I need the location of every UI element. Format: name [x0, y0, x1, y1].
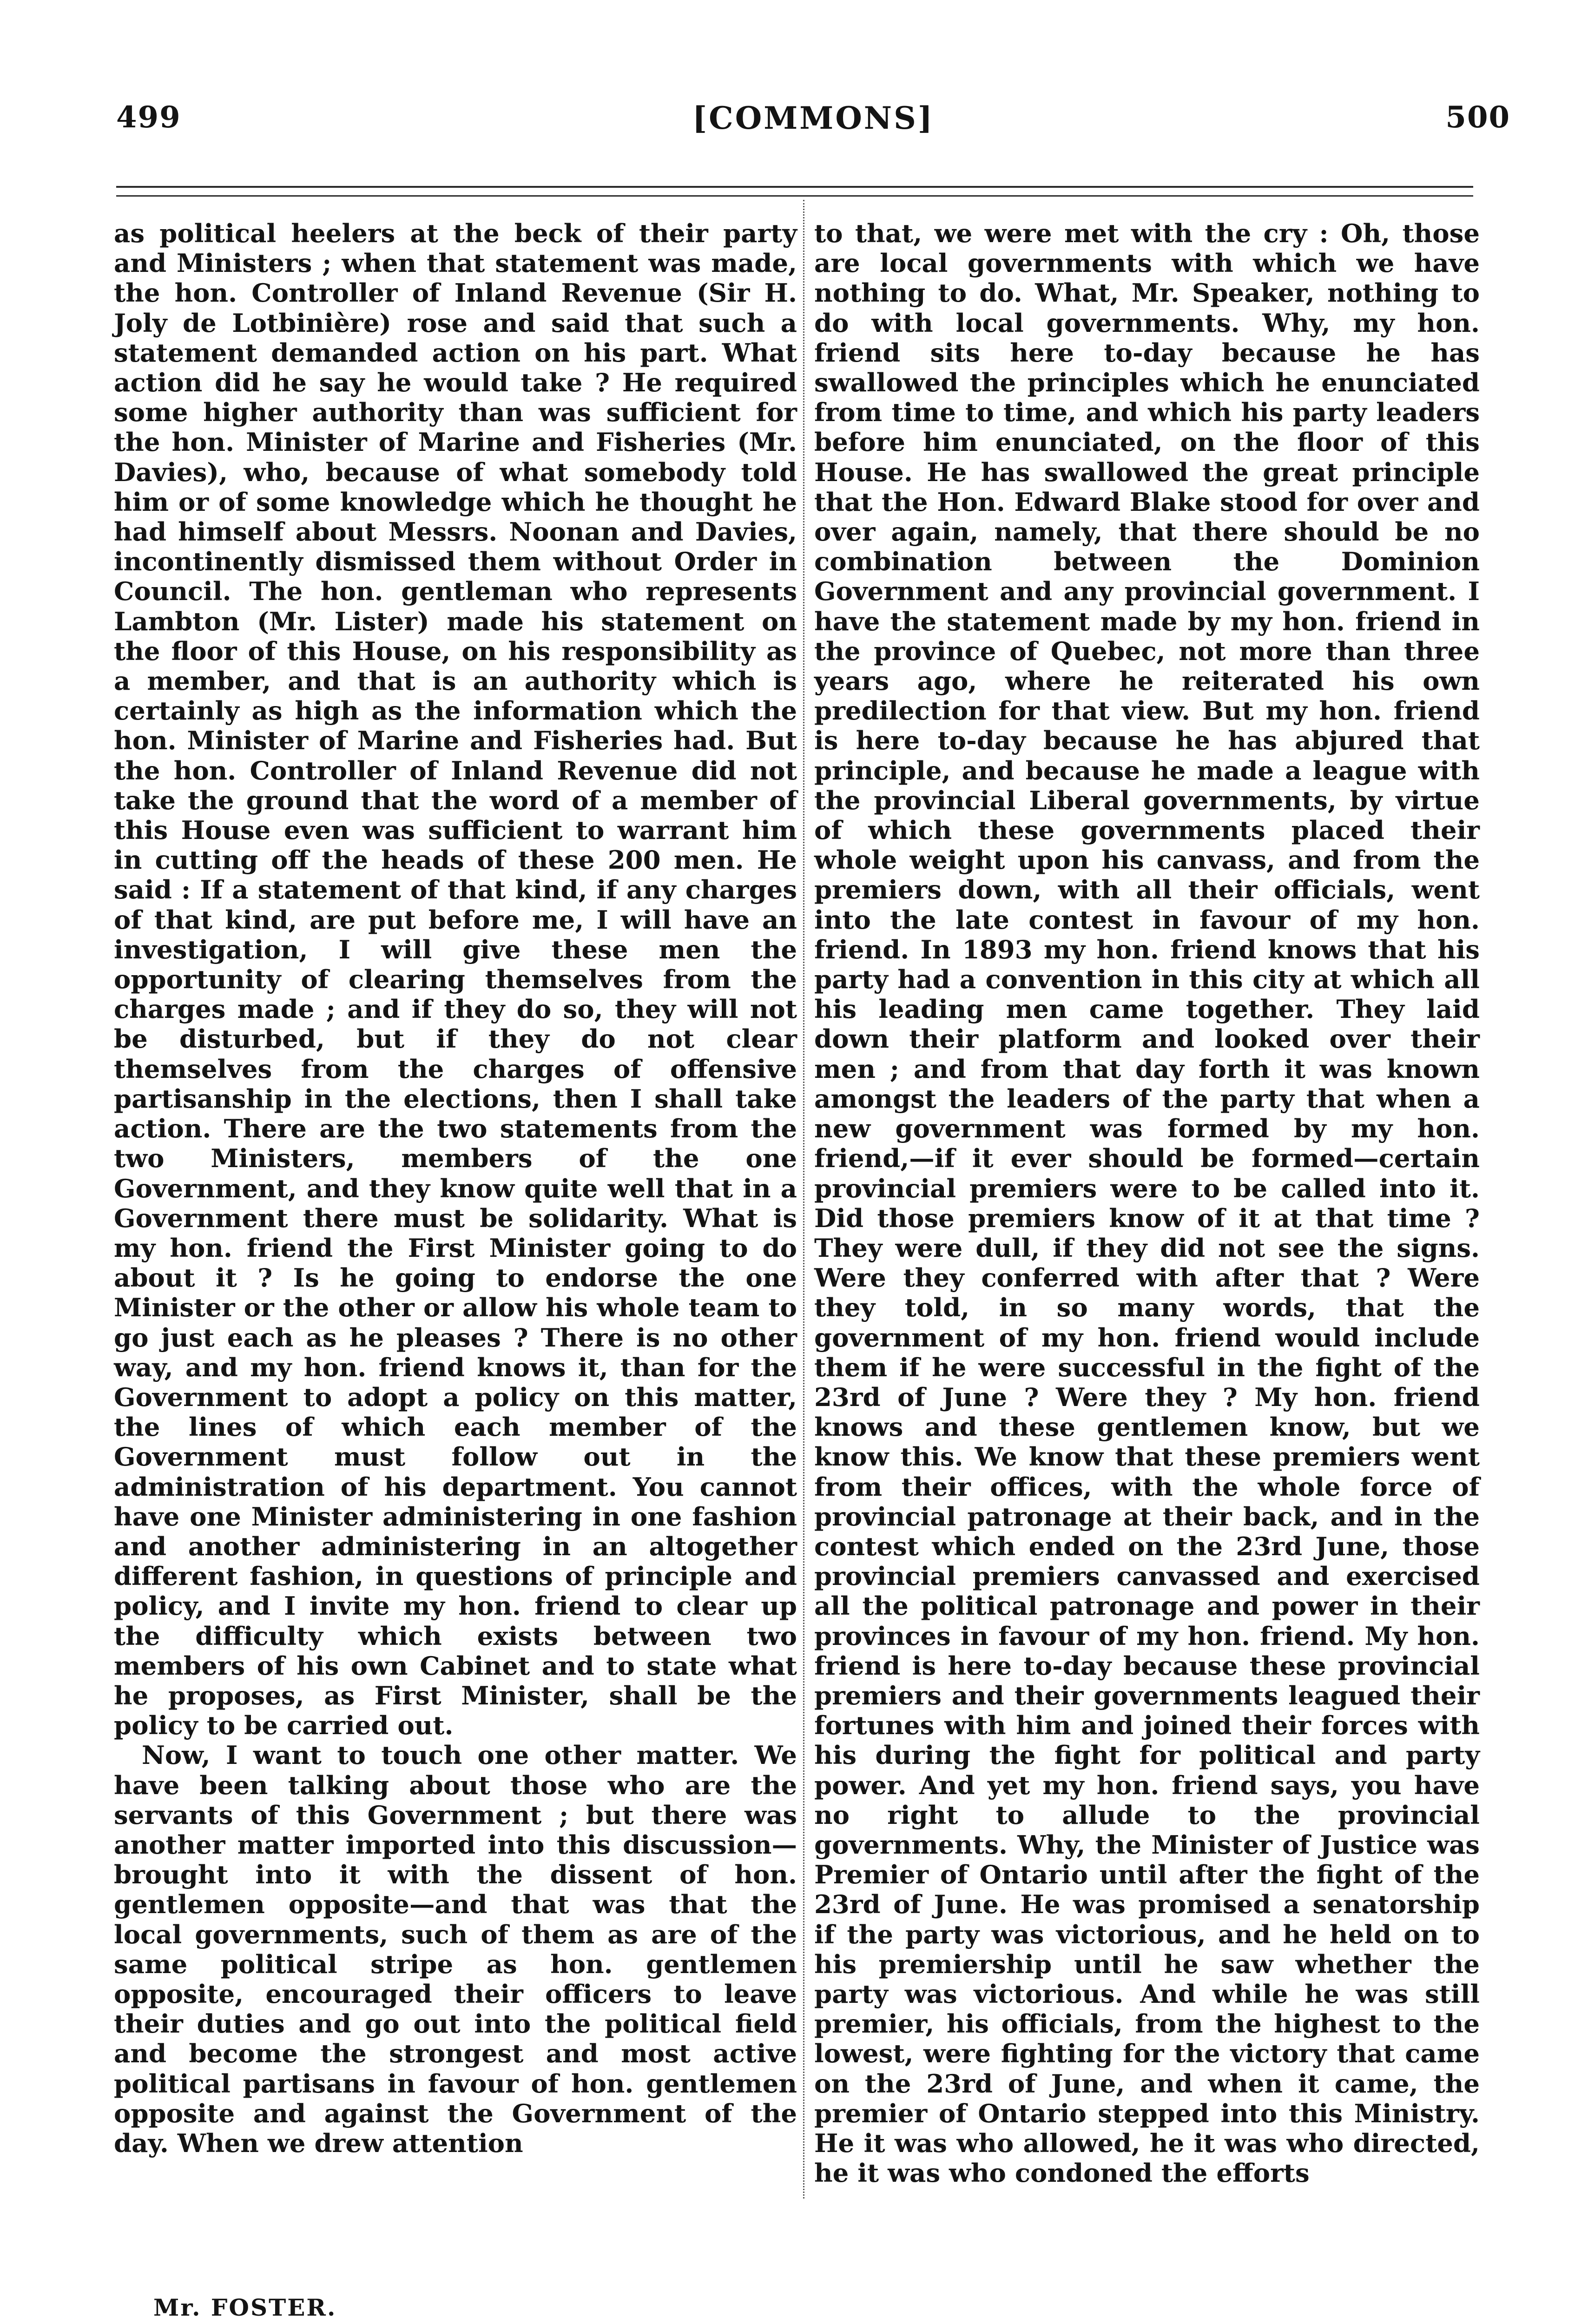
left-paragraph-2: Now, I want to touch one other matter. We have been talking about those who are the servants of this Government ; but there was another matter imported into this discussion—brought into it with the dissent of hon. gentlemen opposite—and that was that the local governments, such of them as are of the same political stripe as hon. gentlemen opposite, encouraged their officers to leave their duties and go out into the political field and become the strongest and most active political partisans in favour of hon. gentlemen opposite and against the Government of the day. When we drew attention	[114, 1740, 797, 2158]
header-rule-bottom	[116, 195, 1473, 197]
page-header	[116, 100, 1510, 151]
page-number-right: 500	[1445, 100, 1510, 135]
page-number-left: 499	[116, 100, 181, 135]
speaker-footer: Mr. FOSTER.	[153, 2294, 337, 2321]
right-paragraph-1: to that, we were met with the cry : Oh, those are local governments with which we have nothing to do. What, Mr. Speaker, nothing to do with local governments. Why, my hon. friend sits here to-day because he has swallowed the principles which he enunciated from time to time, and which his party leaders before him enunciated, on the floor of this House. He has swallowed the great principle that the Hon. Edward Blake stood for over and over again, namely, that there should be no combination between the Dominion Government and any provincial government. I have the statement made by my hon. friend in the province of Quebec, not more than three years ago, where he reiterated his own predilection for that view. But my hon. friend is here to-day because he has abjured that principle, and because he made a league with the provincial Liberal governments, by virtue of which these governments placed their whole weight upon his canvass, and from the premiers down, with all their officials, went into the late contest in favour of my hon. friend. In 1893 my hon. friend knows that his party had a convention in this city at which all his leading men came together. They laid down their platform and looked over their men ; and from that day forth it was known amongst the leaders of the party that when a new government was formed by my hon. friend,—if it ever should be formed—certain provincial premiers were to be called into it. Did those premiers know of it at that time ? They were dull, if they did not see the signs. Were they conferred with after that ? Were they told, in so many words, that the government of my hon. friend would include them if he were successful in the fight of the 23rd of June ? Were they ? My hon. friend knows and these gentlemen know, but we know this. We know that these premiers went from their offices, with the whole force of provincial patronage at their back, and in the contest which ended on the 23rd June, those provincial premiers canvassed and exercised all the political patronage and power in their provinces in favour of my hon. friend. My hon. friend is here to-day because these provincial premiers and their governments leagued their fortunes with him and joined their forces with his during the fight for political and party power. And yet my hon. friend says, you have no right to allude to the provincial governments. Why, the Minister of Justice was Premier of Ontario until after the fight of the 23rd of June. He was promised a senatorship if the party was victorious, and he held on to his premiership until he saw whether the party was victorious. And while he was still premier, his officials, from the highest to the lowest, were fighting for the victory that came on the 23rd of June, and when it came, the premier of Ontario stepped into this Ministry. He it was who allowed, he it was who directed, he it was who condoned the efforts	[814, 218, 1480, 2188]
running-head: [COMMONS]	[692, 100, 935, 136]
column-divider	[803, 200, 804, 2199]
header-rule-top	[116, 186, 1473, 188]
right-column	[814, 218, 1480, 2188]
left-paragraph-1: as political heelers at the beck of their party and Ministers ; when that statement was made, the hon. Controller of Inland Revenue (Sir H. Joly de Lotbinière) rose and said that such a statement demanded action on his part. What action did he say he would take ? He required some higher authority than was sufficient for the hon. Minister of Marine and Fisheries (Mr. Davies), who, because of what somebody told him or of some knowledge which he thought he had himself about Messrs. Noonan and Davies, incontinently dismissed them without Order in Council. The hon. gentleman who represents Lambton (Mr. Lister) made his statement on the floor of this House, on his responsibility as a member, and that is an authority which is certainly as high as the information which the hon. Minister of Marine and Fisheries had. But the hon. Controller of Inland Revenue did not take the ground that the word of a member of this House even was sufficient to warrant him in cutting off the heads of these 200 men. He said : If a statement of that kind, if any charges of that kind, are put before me, I will have an investigation, I will give these men the opportunity of clearing themselves from the charges made ; and if they do so, they will not be disturbed, but if they do not clear themselves from the charges of offensive partisanship in the elections, then I shall take action. There are the two statements from the two Ministers, members of the one Government, and they know quite well that in a Government there must be solidarity. What is my hon. friend the First Minister going to do about it ? Is he going to endorse the one Minister or the other or allow his whole team to go just each as he pleases ? There is no other way, and my hon. friend knows it, than for the Government to adopt a policy on this matter, the lines of which each member of the Government must follow out in the administration of his department. You cannot have one Minister administering in one fashion and another administering in an altogether different fashion, in questions of principle and policy, and I invite my hon. friend to clear up the difficulty which exists between two members of his own Cabinet and to state what he proposes, as First Minister, shall be the policy to be carried out.	[114, 218, 797, 1741]
left-column	[114, 218, 797, 2158]
